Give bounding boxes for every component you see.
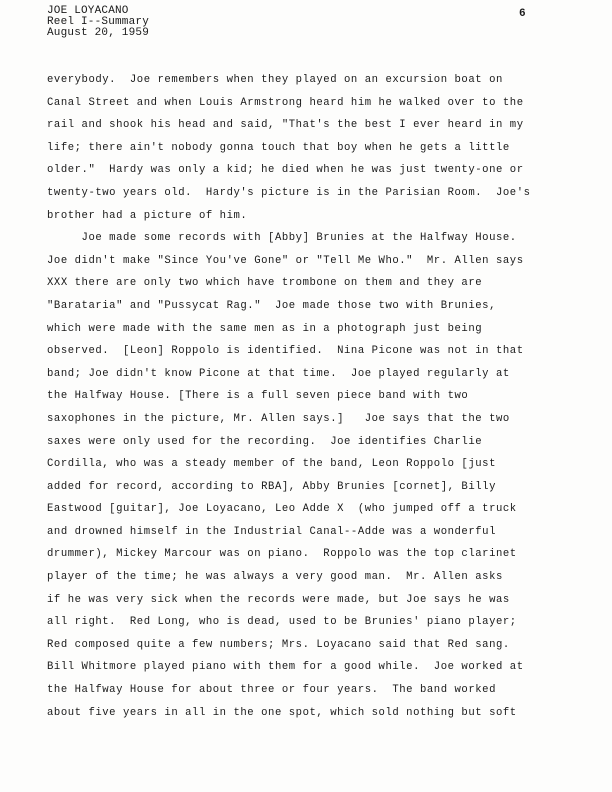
text-line: life; there ain't nobody gonna touch that boy when he gets a little: [47, 141, 510, 154]
text-line: saxes were only used for the recording. Joe identifies Charlie: [47, 435, 483, 448]
document-header: [47, 6, 149, 39]
text-line: twenty-two years old. Hardy's picture is in the Parisian Room. Joe's: [47, 186, 531, 199]
text-line: saxophones in the picture, Mr. Allen says.] Joe says that the two: [47, 412, 510, 425]
text-line: Joe didn't make "Since You've Gone" or "Tell Me Who." Mr. Allen says: [47, 254, 524, 267]
text-line: band; Joe didn't know Picone at that time. Joe played regularly at: [47, 367, 510, 380]
text-line: Joe made some records with [Abby] Brunies at the Halfway House.: [47, 232, 517, 245]
text-line: and drowned himself in the Industrial Canal--Adde was a wonderful: [47, 525, 496, 538]
text-line: rail and shook his head and said, "That's the best I ever heard in my: [47, 119, 524, 132]
header-reel: Reel I--Summary: [47, 16, 150, 28]
text-line: drummer), Mickey Marcour was on piano. Roppolo was the top clarinet: [47, 548, 517, 561]
text-line: Cordilla, who was a steady member of the band, Leon Roppolo [just: [47, 458, 496, 471]
text-line: which were made with the same men as in a photograph just being: [47, 322, 483, 335]
text-line: older." Hardy was only a kid; he died when he was just twenty-one or: [47, 164, 524, 177]
header-date: August 20, 1959: [47, 27, 150, 39]
text-line: observed. [Leon] Roppolo is identified. Nina Picone was not in that: [47, 345, 524, 358]
text-line: Canal Street and when Louis Armstrong heard him he walked over to the: [47, 96, 524, 109]
text-line: player of the time; he was always a very good man. Mr. Allen asks: [47, 571, 503, 584]
text-line: Bill Whitmore played piano with them for a good while. Joe worked at: [47, 661, 524, 674]
text-line: added for record, according to RBA], Abby Brunies [cornet], Billy: [47, 480, 496, 493]
text-line: Red composed quite a few numbers; Mrs. Loyacano said that Red sang.: [47, 638, 510, 651]
header-name: JOE LOYACANO: [47, 5, 129, 17]
transcript-body: [47, 69, 587, 724]
text-line: about five years in all in the one spot, which sold nothing but soft: [47, 706, 517, 719]
text-line: if he was very sick when the records were made, but Joe says he was: [47, 593, 510, 606]
text-line: Eastwood [guitar], Joe Loyacano, Leo Adde X (who jumped off a truck: [47, 503, 517, 516]
text-line: brother had a picture of him.: [47, 209, 248, 222]
page-number: 6: [519, 8, 526, 20]
text-line: XXX there are only two which have trombone on them and they are: [47, 277, 483, 290]
text-line: "Barataria" and "Pussycat Rag." Joe made those two with Brunies,: [47, 299, 496, 312]
text-line: all right. Red Long, who is dead, used to be Brunies' piano player;: [47, 616, 517, 629]
text-line: everybody. Joe remembers when they played on an excursion boat on: [47, 74, 503, 86]
text-line: the Halfway House for about three or four years. The band worked: [47, 684, 496, 697]
text-line: the Halfway House. [There is a full seven piece band with two: [47, 390, 469, 403]
